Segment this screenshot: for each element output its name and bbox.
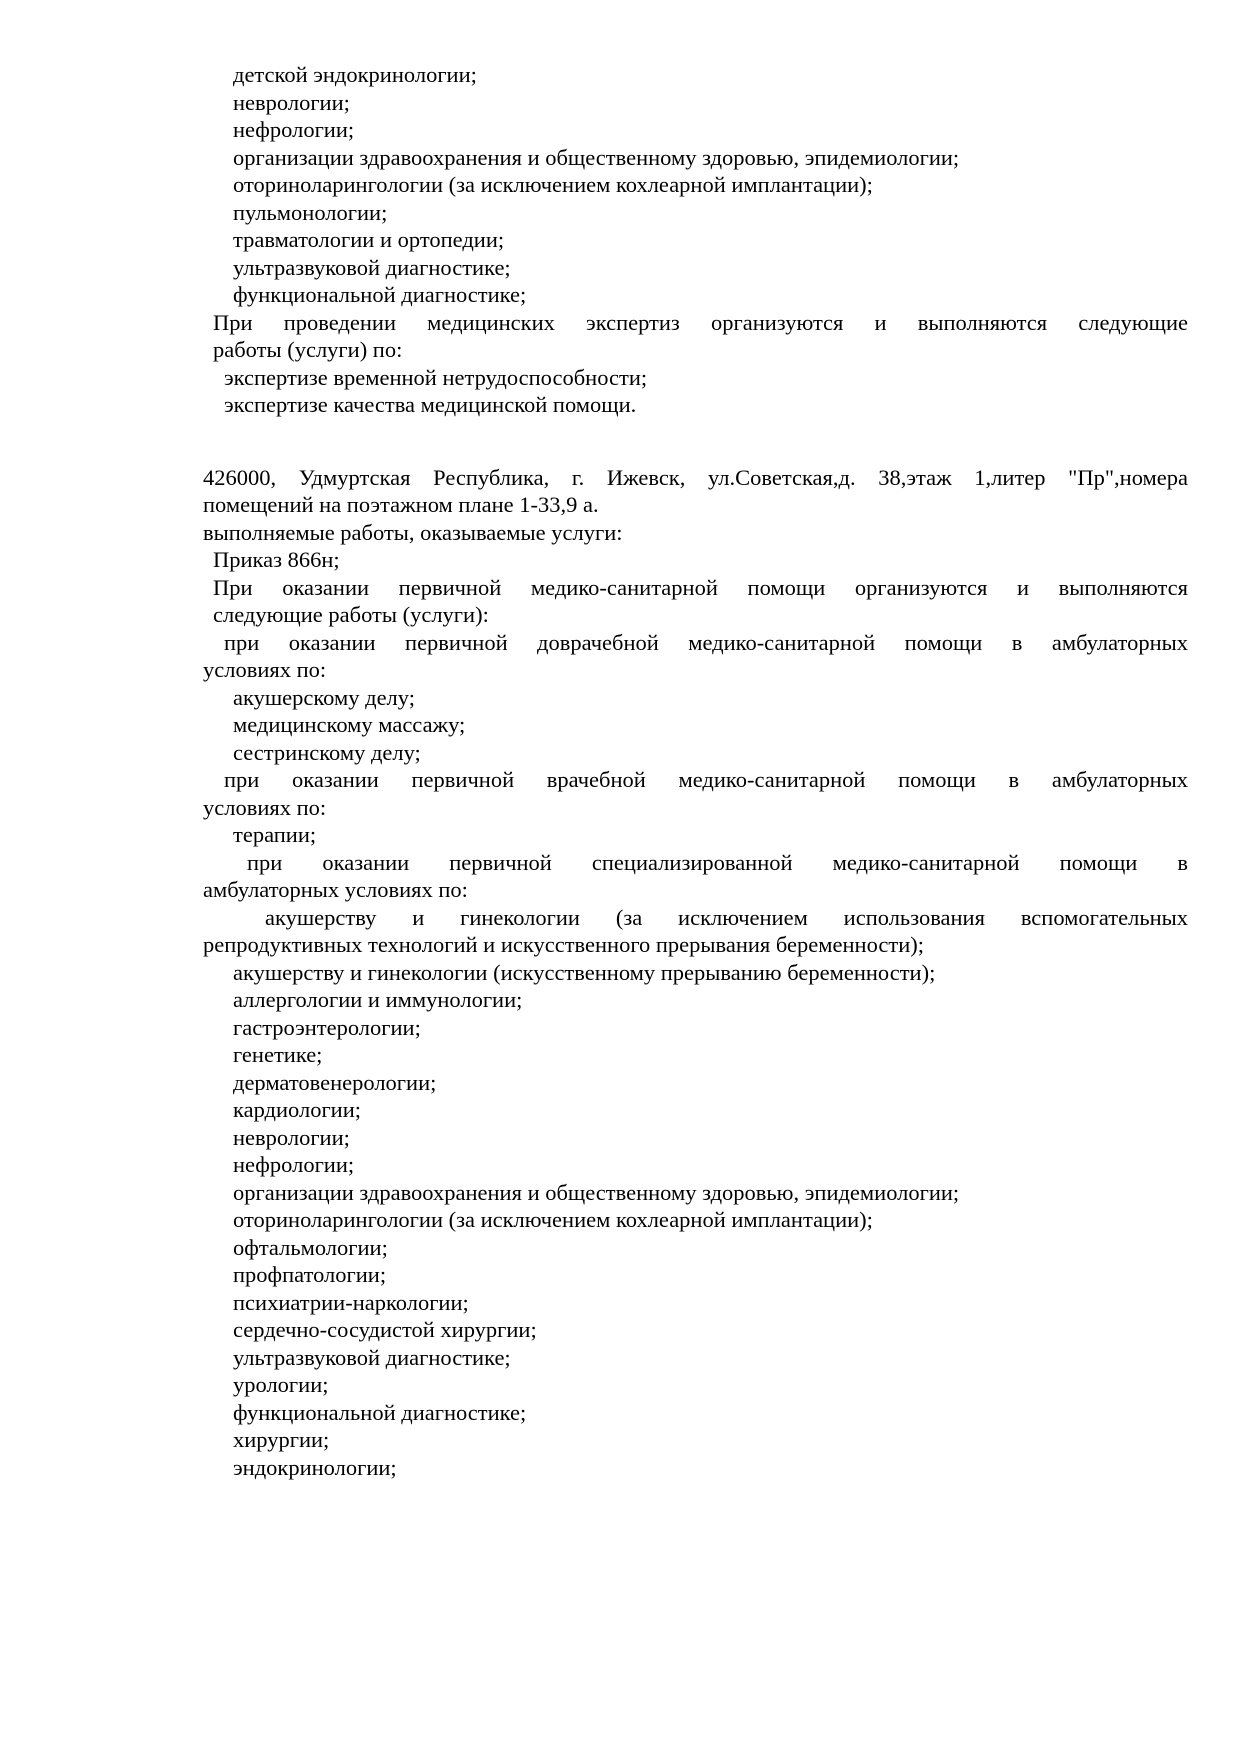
text-line: условиях по: <box>203 794 327 820</box>
text-line: медицинскому массажу; <box>233 712 466 737</box>
text-line: терапии; <box>233 822 317 847</box>
text-line: урологии; <box>233 1372 329 1397</box>
text-line: При проведении медицинских экспертиз организуются и выполняются следующие <box>213 309 1188 335</box>
text-line: акушерству и гинекологии (искусственному прерыванию беременности); <box>233 959 936 985</box>
text-line: психиатрии-наркологии; <box>233 1289 469 1315</box>
text-line: оториноларингологии (за исключением кохлеарной имплантации); <box>233 172 873 197</box>
text-line: функциональной диагностике; <box>233 1399 527 1425</box>
text-line: неврологии; <box>233 1124 350 1150</box>
text-line: ультразвуковой диагностике; <box>233 1344 511 1370</box>
text-line: акушерскому делу; <box>233 684 415 710</box>
text-line: условиях по: <box>203 657 327 682</box>
text-line: выполняемые работы, оказываемые услуги: <box>203 519 623 545</box>
text-line: акушерству и гинекологии (за исключением использования вспомогательных <box>265 904 1188 930</box>
text-line: кардиологии; <box>233 1097 362 1122</box>
text-line: экспертизе качества медицинской помощи. <box>224 392 637 417</box>
text-line: генетике; <box>233 1042 323 1067</box>
text-line: сестринскому делу; <box>233 739 421 765</box>
text-line: профпатологии; <box>233 1262 387 1287</box>
text-line: аллергологии и иммунологии; <box>233 987 523 1012</box>
text-line: При оказании первичной медико-санитарной помощи организуются и выполняются <box>213 574 1188 600</box>
text-line: дерматовенерологии; <box>233 1069 437 1095</box>
text-body <box>203 61 1188 1481</box>
text-line: хирургии; <box>233 1427 330 1452</box>
text-line: неврологии; <box>233 89 350 115</box>
text-line: пульмонологии; <box>233 199 388 225</box>
text-line: сердечно-сосудистой хирургии; <box>233 1317 537 1342</box>
text-line: нефрологии; <box>233 117 355 142</box>
text-line: офтальмологии; <box>233 1234 388 1260</box>
text-line: при оказании первичной врачебной медико-санитарной помощи в амбулаторных <box>224 767 1188 792</box>
text-line: травматологии и ортопедии; <box>233 227 505 252</box>
text-line: организации здравоохранения и общественному здоровью, эпидемиологии; <box>233 1179 960 1205</box>
text-line: ультразвуковой диагностике; <box>233 254 511 280</box>
text-line: экспертизе временной нетрудоспособности; <box>224 364 648 390</box>
blank-gap <box>203 419 1188 464</box>
text-line: амбулаторных условиях по: <box>203 877 468 902</box>
text-line: 426000, Удмуртская Республика, г. Ижевск, ул.Советская,д. 38,этаж 1,литер "Пр",номера <box>203 464 1188 490</box>
text-line: работы (услуги) по: <box>213 337 403 362</box>
text-line: оториноларингологии (за исключением кохлеарной имплантации); <box>233 1207 873 1232</box>
text-line: эндокринологии; <box>233 1454 397 1480</box>
text-line: при оказании первичной доврачебной медико-санитарной помощи в амбулаторных <box>224 629 1188 655</box>
text-line: Приказ 866н; <box>213 547 340 572</box>
text-line: организации здравоохранения и общественному здоровью, эпидемиологии; <box>233 144 960 170</box>
text-line: гастроэнтерологии; <box>233 1014 421 1040</box>
text-line: детской эндокринологии; <box>233 62 477 87</box>
text-line: помещений на поэтажном плане 1-33,9 а. <box>203 492 599 517</box>
text-line: репродуктивных технологий и искусственного прерывания беременности); <box>203 932 924 957</box>
text-line: нефрологии; <box>233 1152 355 1177</box>
text-line: следующие работы (услуги): <box>213 602 489 627</box>
text-line: при оказании первичной специализированной медико-санитарной помощи в <box>247 849 1188 875</box>
text-line: функциональной диагностике; <box>233 282 527 307</box>
